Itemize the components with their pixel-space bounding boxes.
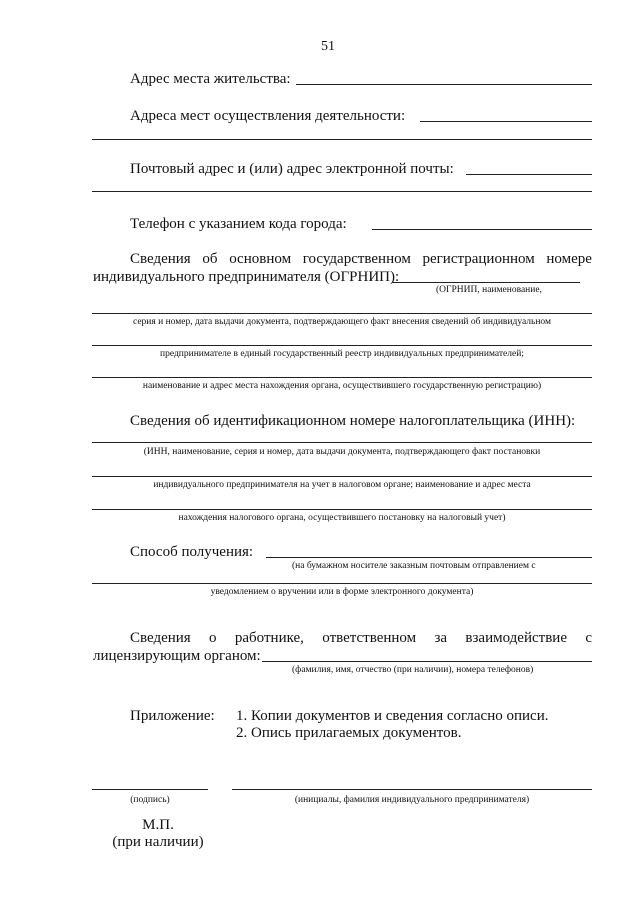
ogrnip-field-line4[interactable]: [92, 377, 592, 378]
residence-field[interactable]: [296, 84, 592, 85]
activity-addresses-field[interactable]: [420, 121, 592, 122]
inn-label: Сведения об идентификационном номере налогоплательщика (ИНН):: [130, 413, 576, 429]
employee-label-line2: лицензирующим органом:: [93, 648, 261, 664]
employee-field[interactable]: [262, 661, 592, 662]
ogrnip-hint-4: наименование и адрес места нахождения органа, осуществившего государственную регистрацию): [142, 381, 542, 391]
residence-label: Адрес места жительства:: [130, 71, 291, 87]
inn-hint-1: (ИНН, наименование, серия и номер, дата выдачи документа, подтверждающего факт постановки: [143, 447, 541, 457]
ogrnip-hint-3: предпринимателе в единый государственный реестр индивидуальных предпринимателей;: [160, 349, 524, 359]
receipt-label: Способ получения:: [130, 544, 254, 560]
inn-field-line3[interactable]: [92, 509, 592, 510]
employee-hint: (фамилия, имя, отчество (при наличии), номера телефонов): [292, 665, 534, 675]
inn-hint-2: индивидуального предпринимателя на учет в налоговом органе; наименование и адрес места: [153, 480, 531, 490]
phone-label: Телефон с указанием кода города:: [130, 216, 347, 232]
activity-addresses-field-continued[interactable]: [92, 139, 592, 140]
receipt-hint-2: уведомлением о вручении или в форме электронного документа): [210, 587, 474, 597]
ogrnip-field-line2[interactable]: [92, 313, 592, 314]
postal-email-field-continued[interactable]: [92, 191, 592, 192]
phone-field[interactable]: [372, 229, 592, 230]
ogrnip-hint-1: (ОГРНИП, наименование,: [436, 285, 542, 295]
attachments-item-1: 1. Копии документов и сведения согласно описи.: [236, 708, 549, 724]
ogrnip-hint-2: серия и номер, дата выдачи документа, подтверждающего факт внесения сведений об индивидуальном: [132, 317, 551, 327]
attachments-label: Приложение:: [130, 708, 215, 724]
ogrnip-label-line1: Сведения об основном государственном регистрационном номере: [130, 251, 592, 267]
ogrnip-field-line3[interactable]: [92, 345, 592, 346]
receipt-hint-1: (на бумажном носителе заказным почтовым отправлением с: [292, 561, 536, 571]
postal-email-field[interactable]: [466, 174, 592, 175]
ogrnip-label-line2: индивидуального предпринимателя (ОГРНИП):: [93, 269, 400, 285]
receipt-field-line2[interactable]: [92, 583, 592, 584]
employee-label-line1: Сведения о работнике, ответственном за взаимодействие с: [130, 630, 592, 646]
receipt-field[interactable]: [266, 557, 592, 558]
signature-hint: (подпись): [130, 795, 170, 805]
postal-email-label: Почтовый адрес и (или) адрес электронной почты:: [130, 161, 454, 177]
inn-hint-3: нахождения налогового органа, осуществившего постановку на налоговый учет): [178, 513, 506, 523]
inn-field-line2[interactable]: [92, 476, 592, 477]
activity-addresses-label: Адреса мест осуществления деятельности:: [130, 108, 406, 124]
stamp-label: М.П.: [142, 817, 174, 833]
signature-field[interactable]: [92, 789, 208, 790]
entrepreneur-name-field[interactable]: [232, 789, 592, 790]
page-number: 51: [321, 39, 335, 54]
attachments-item-2: 2. Опись прилагаемых документов.: [236, 725, 462, 741]
entrepreneur-name-hint: (инициалы, фамилия индивидуального предпринимателя): [294, 795, 530, 805]
inn-field[interactable]: [92, 442, 592, 443]
stamp-note: (при наличии): [112, 834, 204, 850]
ogrnip-field[interactable]: [392, 282, 580, 283]
